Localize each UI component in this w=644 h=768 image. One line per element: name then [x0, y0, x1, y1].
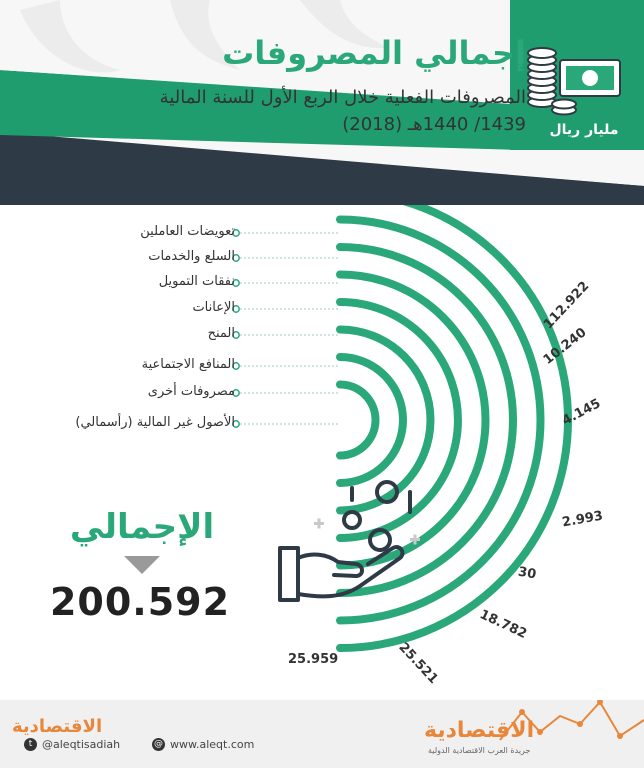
category-label: المنح — [207, 326, 235, 341]
value-label: 25.521 — [395, 640, 441, 687]
page-subtitle: المصروفات الفعلية خلال الربع الأول للسنة المالية 1439/ 1440هـ (2018) — [159, 87, 526, 135]
currency-unit: مليار ريال — [549, 122, 619, 138]
website-icon: @ — [154, 739, 163, 749]
value-label: 2.993 — [561, 508, 605, 531]
brand-tagline: جريدة العرب الاقتصادية الدولية — [428, 746, 531, 755]
value-label: 112.922 — [540, 278, 593, 333]
total-value: 200.592 — [49, 580, 231, 624]
category-label: الأصول غير المالية (رأسمالي) — [75, 415, 235, 430]
hand-with-coins-icon — [272, 478, 422, 608]
total-label: الإجمالي — [69, 507, 215, 547]
value-label: 4.145 — [559, 396, 604, 429]
footer-logo: الاقتصادية — [12, 716, 103, 737]
category-label: نفقات التمويل — [158, 274, 235, 289]
website-link[interactable]: www.aleqt.com — [170, 738, 255, 751]
value-label: 18.782 — [477, 607, 529, 642]
category-label: تعويضات العاملين — [140, 224, 235, 239]
page-title: إجمالي المصروفات — [222, 34, 526, 72]
chart-arc — [340, 385, 376, 456]
category-label: السلع والخدمات — [148, 249, 235, 264]
twitter-icon: t — [24, 738, 37, 751]
category-label: مصروفات أخرى — [147, 384, 235, 399]
radial-bar-chart — [0, 205, 644, 700]
brand-logo: الاقتصادية — [424, 718, 535, 743]
value-label: 25.959 — [288, 652, 339, 667]
down-arrow-icon — [124, 556, 160, 576]
value-label: 10.240 — [540, 325, 590, 368]
value-label: 30 — [516, 564, 538, 583]
coins-and-banknote-icon — [526, 38, 626, 120]
twitter-handle[interactable]: @aleqtisadiah — [42, 738, 121, 751]
category-label: الإعانات — [192, 300, 235, 315]
category-label: المنافع الاجتماعية — [141, 357, 235, 372]
